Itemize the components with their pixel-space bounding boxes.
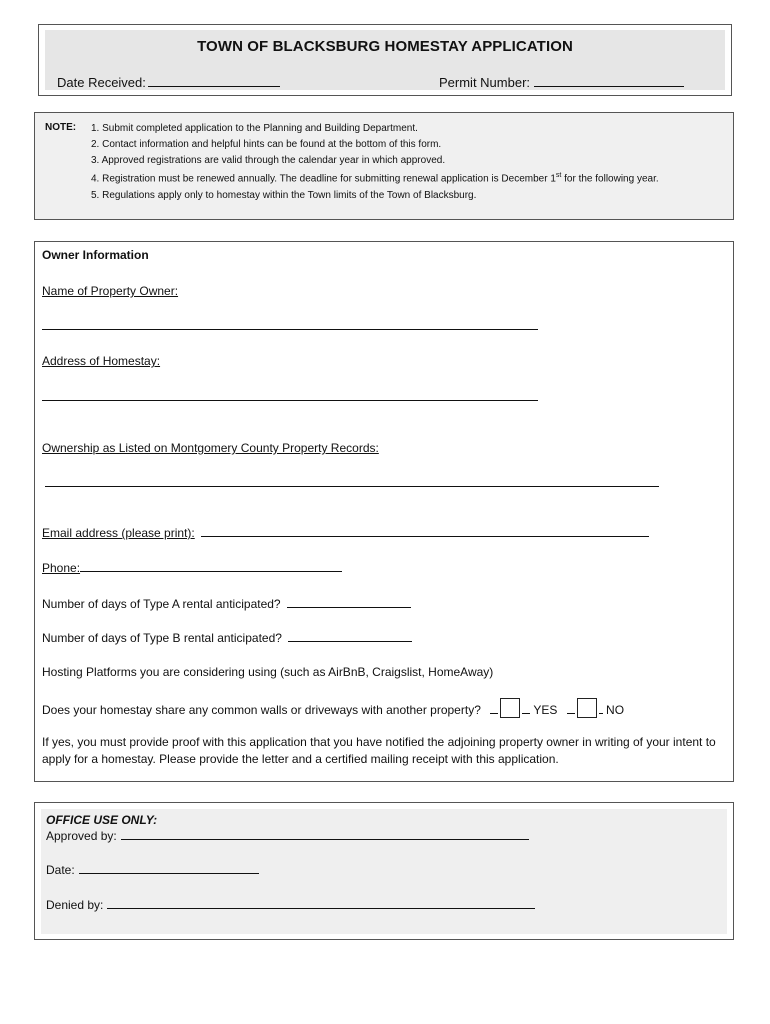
office-use-title: OFFICE USE ONLY:	[46, 813, 158, 827]
phone-line[interactable]	[80, 570, 342, 572]
owner-information-section	[34, 241, 734, 782]
email-label: Email address (please print):	[42, 526, 195, 540]
phone-label: Phone:	[42, 561, 81, 575]
note-box	[34, 112, 734, 220]
no-line	[567, 712, 575, 714]
approved-by-label: Approved by:	[46, 829, 117, 843]
header-box	[38, 24, 732, 96]
property-owner-label: Name of Property Owner:	[42, 284, 179, 298]
type-a-label: Number of days of Type A rental anticipated?	[42, 597, 281, 611]
ownership-records-label: Ownership as Listed on Montgomery County Property Records:	[42, 441, 379, 455]
yes-checkbox[interactable]	[500, 698, 520, 718]
hosting-platforms-label: Hosting Platforms you are considering using (such as AirBnB, Craigslist, HomeAway)	[42, 665, 494, 679]
note-item: 3. Approved registrations are valid through the calendar year in which approved.	[91, 154, 446, 166]
homestay-address-label: Address of Homestay:	[42, 354, 161, 368]
note-item: 1. Submit completed application to the Planning and Building Department.	[91, 123, 418, 134]
date-received-field[interactable]	[57, 75, 280, 90]
office-use-section	[34, 802, 734, 940]
no-checkbox[interactable]	[577, 698, 597, 718]
denied-by-label: Denied by:	[46, 898, 104, 912]
permit-number-field[interactable]	[439, 75, 684, 90]
note-item	[91, 168, 691, 187]
form-title: TOWN OF BLACKSBURG HOMESTAY APPLICATION	[197, 38, 573, 55]
yes-line	[490, 712, 498, 714]
note-item-4-cont: for the following year.	[564, 173, 659, 185]
office-use-panel	[41, 809, 727, 934]
type-b-line[interactable]	[288, 640, 412, 642]
approved-by-line[interactable]	[121, 838, 529, 840]
date-received-line[interactable]	[148, 85, 280, 87]
type-a-line[interactable]	[287, 606, 411, 608]
date-line[interactable]	[79, 872, 259, 874]
denied-by-line[interactable]	[107, 907, 535, 909]
owner-heading: Owner Information	[42, 248, 149, 262]
type-b-label: Number of days of Type B rental anticipated?	[42, 631, 282, 645]
note-item: 5. Regulations apply only to homestay within the Town limits of the Town of Blacksburg.	[91, 189, 477, 201]
email-field[interactable]	[42, 526, 649, 540]
type-a-field[interactable]	[42, 597, 411, 611]
proof-instructions: If yes, you must provide proof with this application that you have notified the adjoining property owner in writing of your intent to apply for a homestay. Please provide the letter and a certified mailing receipt with this application.	[42, 735, 716, 766]
phone-field[interactable]	[42, 561, 342, 575]
yes-label: YES	[533, 703, 558, 717]
email-line[interactable]	[201, 535, 649, 537]
date-field[interactable]	[46, 863, 259, 877]
yes-line-tail	[522, 712, 530, 714]
no-label: NO	[606, 703, 625, 717]
type-b-field[interactable]	[42, 631, 412, 645]
date-label: Date:	[46, 863, 75, 877]
permit-number-label: Permit Number:	[439, 75, 531, 90]
header-panel	[45, 30, 725, 90]
note-item: 2. Contact information and helpful hints can be found at the bottom of this form.	[91, 138, 442, 150]
note-list	[91, 121, 691, 203]
denied-by-field[interactable]	[46, 898, 535, 912]
date-received-label: Date Received:	[57, 75, 146, 90]
note-item-4-text: 4. Registration must be renewed annually. The deadline for submitting renewal application is December 1	[91, 173, 556, 185]
permit-number-line[interactable]	[534, 85, 684, 87]
homestay-address-line[interactable]	[42, 399, 538, 401]
property-owner-line[interactable]	[42, 328, 538, 330]
ownership-records-line[interactable]	[45, 485, 659, 487]
no-line-tail	[599, 712, 603, 714]
approved-by-field[interactable]	[46, 829, 529, 843]
note-label: NOTE:	[45, 122, 77, 133]
shared-walls-question: Does your homestay share any common walls or driveways with another property?	[42, 703, 481, 717]
note-item-4-sup: st	[555, 172, 562, 180]
shared-walls-question-row	[42, 698, 624, 718]
